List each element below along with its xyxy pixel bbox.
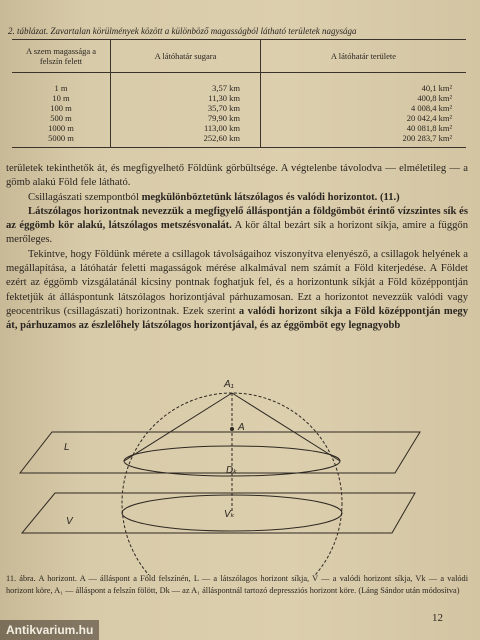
cell-height: 5000 m — [12, 133, 111, 148]
paragraph-1: területek tekinthetők át, és megfigyelhető Földünk görbültsége. A végtelenbe távolodva — elméletileg — a gömb alakú Föld fele látható. — [6, 163, 468, 189]
cell-area: 4 008,4 km² — [261, 103, 467, 113]
cell-radius: 113,00 km — [111, 123, 261, 133]
cell-area: 20 042,4 km² — [261, 113, 467, 123]
label-a1: A₁ — [224, 379, 234, 390]
paragraph-2: Csillagászati szempontból megkülönböztetünk látszólagos és valódi horizontot. (11.) — [28, 191, 400, 203]
paragraph-4: Tekintve, hogy Földünk mérete a csillagok távolságaihoz viszonyítva elenyésző, a csillagok helyének a megállapítása, a látóhatár feletti magasságok mérése alkalmával nem számít a Föld kiterjedése. A Földet ezért az éggömb vizsgálatánál kicsiny pontnak foghatjuk fel, és a horizontunk síkját a Föld középpontján fektetjük át álláspontunk látszólagos horizontjával párhuzamosan. Ezt a horizontot nevezzük valódi vagy geocentrikus (csillagászati) horizontnak. Ezek szerint a valódi horizont síkja a Föld középpontján megy át, párhuzamos az észlelőhely látszólagos horizontjával, és az éggömböt egy legnagyobb — [6, 248, 468, 332]
true-horizon-plane — [22, 493, 415, 533]
cell-area: 400,8 km² — [261, 93, 467, 103]
label-a: A — [238, 422, 245, 433]
cell-area: 40 081,8 km² — [261, 123, 467, 133]
table-row — [12, 93, 466, 103]
horizon-diagram — [0, 385, 480, 575]
cell-area: 200 283,7 km² — [261, 133, 467, 148]
cell-area: 40,1 km² — [261, 73, 467, 94]
page-number: 12 — [432, 612, 443, 624]
table-row — [12, 103, 466, 113]
horizon-figure — [0, 379, 480, 575]
label-v: V — [66, 516, 73, 527]
cell-radius: 11,30 km — [111, 93, 261, 103]
label-dk: Dₖ — [226, 465, 238, 476]
cell-radius: 79,90 km — [111, 113, 261, 123]
cell-height: 100 m — [50, 103, 72, 113]
cell-radius: 3,57 km — [111, 73, 261, 94]
header-horizon-radius: A látóhatár sugara — [111, 40, 261, 73]
table-row — [12, 133, 466, 148]
header-horizon-area: A látóhatár területe — [261, 40, 467, 73]
cell-radius: 35,70 km — [111, 103, 261, 113]
watermark-logo: Antikvarium.hu — [0, 620, 99, 640]
table-row — [12, 123, 466, 133]
cell-height: 10 m — [52, 93, 70, 103]
header-eye-height: A szem magassága a felszín felett — [12, 40, 111, 73]
horizon-table — [12, 39, 466, 148]
cell-height: 500 m — [50, 113, 72, 123]
body-text — [6, 162, 468, 334]
cell-height: 1000 m — [48, 123, 74, 133]
cone-line-right — [232, 393, 340, 461]
paragraph-3: Látszólagos horizontnak nevezzük a megfigyelő álláspontján a földgömböt érintő vízszintes sík és az éggömb kör alakú, látszólagos metszésvonalát. A kör által bezárt sík a horizont síkja, amire a függőn merőleges. — [6, 205, 469, 246]
table-row — [12, 73, 466, 94]
label-l: L — [64, 442, 70, 453]
cell-radius: 252,60 km — [111, 133, 261, 148]
cone-line-left — [124, 393, 232, 461]
label-vk: Vₖ — [224, 509, 235, 520]
apparent-horizon-plane — [20, 432, 420, 473]
point-a — [230, 427, 234, 431]
table-row — [12, 113, 466, 123]
table-header-row — [12, 40, 466, 73]
cell-height: 1 m — [54, 83, 68, 93]
table-caption: 2. táblázat. Zavartalan körülmények között a különböző magasságból látható területek nagysága — [8, 26, 357, 36]
figure-caption: 11. ábra. A horizont. A — álláspont a Föld felszínén, L — a látszólagos horizont síkja, V — a valódi horizont síkja, Vk — a valódi horizont köre, A₁ — álláspont a felszín fölött, Dk — az A₁ álláspontnál tartozó depressziós horizont köre. (Láng Sándor után módosítva) — [6, 574, 468, 595]
